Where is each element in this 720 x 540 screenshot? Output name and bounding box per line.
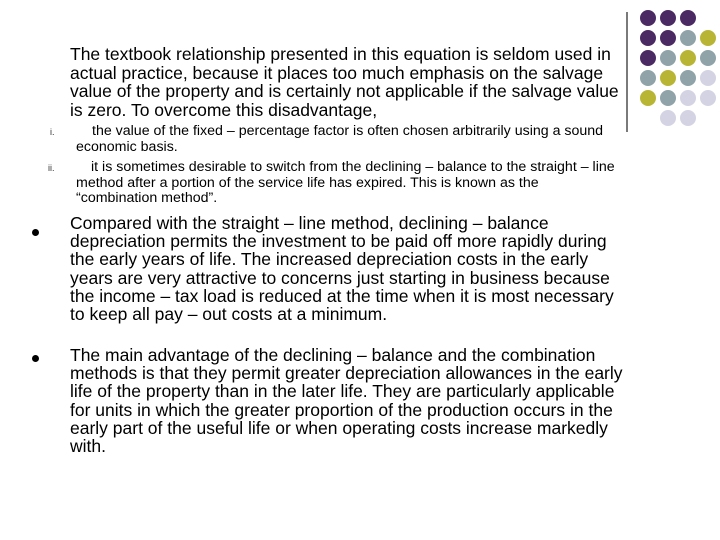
decorative-dot — [680, 70, 696, 86]
decorative-dot — [660, 110, 676, 126]
bullet-marker — [32, 229, 39, 236]
decorative-dot — [640, 50, 656, 66]
decorative-dot — [700, 50, 716, 66]
decorative-dot — [640, 10, 656, 26]
decorative-dot — [660, 50, 676, 66]
sub-item-text: it is sometimes desirable to switch from the declining – balance to the straight – line method after a portion of the service life has expired. This is known as the “combination method”. — [76, 159, 615, 206]
decorative-dot — [680, 10, 696, 26]
decorative-dot — [640, 30, 656, 46]
sub-item-text: the value of the fixed – percentage factor is often chosen arbitrarily using a sound economic basis. — [76, 123, 604, 155]
bullet-paragraph: Compared with the straight – line method, declining – balance depreciation permits the investment to be paid off more rapidly during the early years of life. The increased depreciation costs in the early years are very attractive to concerns just starting in business because the income – tax load is reduced at the time when it is most necessary to keep all pay – out costs at a minimum. — [70, 213, 614, 325]
bullet-paragraph: The main advantage of the declining – balance and the combination methods is that they permit greater depreciation allowances in the early life of the property than in the later life. They are particularly applicable for units in which the greater proportion of the production occurs in the early part of the useful life or when operating costs increase markedly with. — [70, 345, 623, 457]
decorative-dot — [660, 10, 676, 26]
bullet-marker — [32, 355, 39, 362]
decorative-dot — [660, 90, 676, 106]
decorative-dot — [680, 90, 696, 106]
decorative-dot — [680, 50, 696, 66]
decorative-dot — [660, 30, 676, 46]
decorative-dot — [640, 70, 656, 86]
sub-item-marker: i. — [50, 127, 55, 137]
sub-item-marker: ii. — [48, 163, 55, 173]
decorative-dot — [680, 30, 696, 46]
decorative-dot — [680, 110, 696, 126]
decorative-dot — [700, 70, 716, 86]
decorative-dot — [700, 30, 716, 46]
decorative-dot — [640, 90, 656, 106]
decorative-dot — [660, 70, 676, 86]
intro-paragraph: The textbook relationship presented in this equation is seldom used in actual practice, because it places too much emphasis on the salvage value of the property and is certainly not applicable if the salvage value is zero. To overcome this disadvantage, — [70, 44, 619, 120]
decorative-dot — [700, 90, 716, 106]
